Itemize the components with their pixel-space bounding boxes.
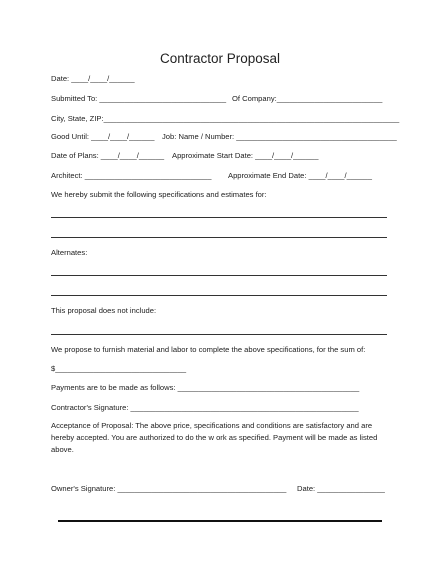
submitted-to-field[interactable]: Submitted To: ______________________________: [51, 94, 227, 103]
not-include-line[interactable]: [51, 334, 387, 335]
architect-field[interactable]: Architect: ______________________________: [51, 171, 212, 180]
approx-end-date-field[interactable]: Approximate End Date: ____/____/______: [228, 171, 372, 180]
owner-signature-field[interactable]: Owner's Signature: ________________________________________: [51, 484, 287, 493]
specifications-line-1[interactable]: [51, 217, 387, 218]
specifications-intro: We hereby submit the following specifications and estimates for:: [51, 190, 267, 199]
good-until-field[interactable]: Good Until: ____/____/______: [51, 132, 155, 141]
alternates-line-2[interactable]: [51, 295, 387, 296]
specifications-line-2[interactable]: [51, 237, 387, 238]
propose-statement: We propose to furnish material and labor to complete the above specifications, for the sum of:: [51, 345, 366, 354]
date-of-plans-field[interactable]: Date of Plans: ____/____/______: [51, 151, 165, 160]
payments-field[interactable]: Payments are to be made as follows: ___________________________________________: [51, 383, 360, 392]
acceptance-statement: Acceptance of Proposal: The above price, specifications and conditions are satisfactory and are hereby accepted. You are authorized to do the w ork as specified. Payment will be made as listed above.: [51, 421, 378, 454]
footer-divider: [58, 520, 382, 522]
job-name-number-field[interactable]: Job: Name / Number: ______________________________________: [162, 132, 397, 141]
owner-date-field[interactable]: Date: ________________: [297, 484, 385, 493]
contractor-signature-field[interactable]: Contractor's Signature: ______________________________________________________: [51, 403, 359, 412]
alternates-label: Alternates:: [51, 248, 88, 257]
city-state-zip-field[interactable]: City, State, ZIP:______________________________________________________________________: [51, 114, 400, 123]
document-title: Contractor Proposal: [159, 51, 281, 66]
of-company-field[interactable]: Of Company:_________________________: [232, 94, 383, 103]
sum-field[interactable]: $_______________________________: [51, 364, 187, 373]
alternates-line-1[interactable]: [51, 275, 387, 276]
date-field[interactable]: Date: ____/____/______: [51, 74, 135, 83]
not-include-label: This proposal does not include:: [51, 306, 157, 315]
approx-start-date-field[interactable]: Approximate Start Date: ____/____/______: [172, 151, 319, 160]
